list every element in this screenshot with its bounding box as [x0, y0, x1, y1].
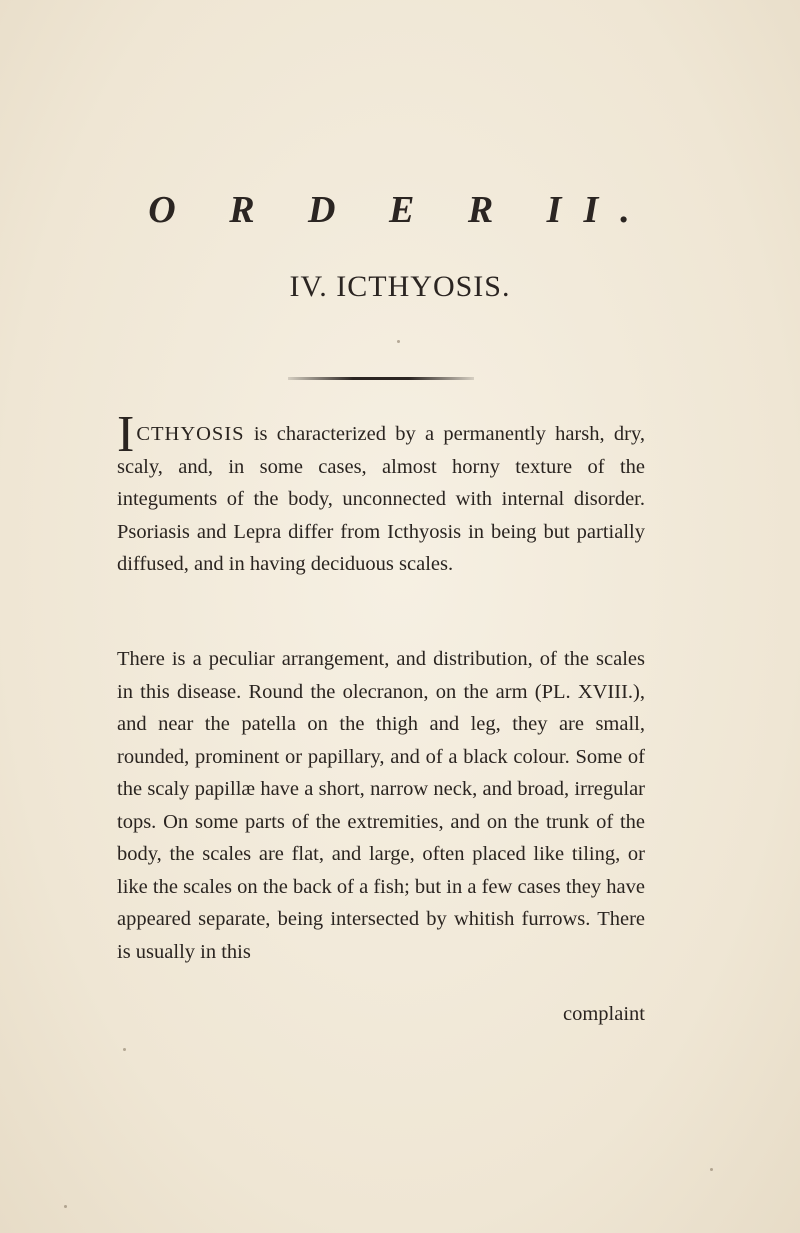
paper-speck	[710, 1168, 713, 1171]
order-heading: O R D E R II.	[148, 189, 652, 231]
paper-speck	[64, 1205, 67, 1208]
lead-word: CTHYOSIS	[136, 423, 245, 445]
catchword: complaint	[563, 1003, 645, 1025]
decorative-rule	[288, 377, 474, 380]
paper-speck	[397, 340, 400, 343]
paragraph-1-text: is characterized by a permanently harsh, dry, scaly, and, in some cases, almost horny texture of the integuments of the body, unconnected with internal disorder. Psoriasis and Lepra differ from Icthyosis in being but partially diffused, and in having deciduous scales.	[117, 423, 645, 575]
paper-speck	[123, 1048, 126, 1051]
section-title: IV. ICTHYOSIS.	[289, 270, 511, 303]
paragraph-1	[117, 406, 645, 581]
drop-cap: I	[117, 406, 135, 463]
paragraph-2: There is a peculiar arrangement, and distribution, of the scales in this disease. Round the olecranon, on the arm (PL. XVIII.), and near the patella on the thigh and leg, they are small, rounded, prominent or papillary, and of a black colour. Some of the scaly papillæ have a short, narrow neck, and broad, irregular tops. On some parts of the extremities, and on the trunk of the body, the scales are flat, and large, often placed like tiling, or like the scales on the back of a fish; but in a few cases they have appeared separate, being intersected by whitish furrows. There is usually in this	[117, 648, 645, 963]
